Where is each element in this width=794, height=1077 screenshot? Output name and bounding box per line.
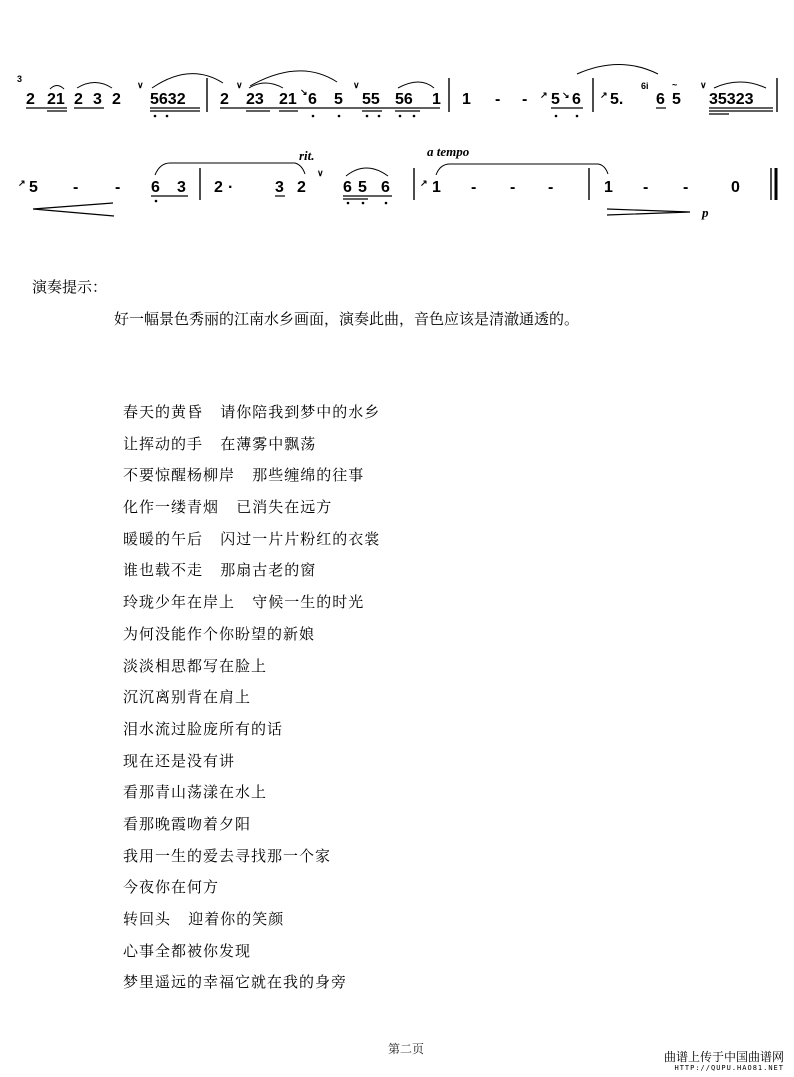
breath-mark: ∨ — [353, 80, 360, 90]
note: 5 — [334, 91, 343, 108]
time-signature-mark: 3 — [17, 74, 23, 84]
note: 5 — [29, 179, 38, 196]
note: 21 — [47, 91, 65, 108]
performance-hint-label: 演奏提示： — [32, 278, 108, 296]
dash: - — [643, 179, 649, 196]
lyric-line: 化作一缕青烟 已消失在远方 — [123, 498, 333, 517]
dash: - — [683, 179, 689, 196]
breath-mark: ∨ — [137, 80, 144, 90]
note: 6 — [343, 179, 352, 196]
lyric-line: 暖暖的午后 闪过一片片粉红的衣裳 — [123, 529, 381, 548]
breath-mark: ∨ — [700, 80, 707, 90]
lyric-line: 心事全都被你发现 — [123, 941, 252, 960]
slide-down-icon: ↘ — [300, 87, 308, 97]
trill-icon: ~ — [672, 80, 678, 90]
lyric-line: 我用一生的爱去寻找那一个家 — [123, 846, 332, 865]
note: 35323 — [709, 91, 754, 108]
note: 3 — [177, 179, 186, 196]
page-number: 第二页 — [388, 1042, 425, 1056]
score-row-1 — [17, 65, 777, 118]
lyric-line: 沉沉离别背在肩上 — [123, 688, 252, 707]
note: 6 — [381, 179, 390, 196]
dynamic-piano: p — [702, 205, 709, 220]
dot: · — [228, 179, 234, 196]
rit-marking: rit. — [299, 148, 315, 163]
note: 23 — [246, 91, 264, 108]
a-tempo-marking: a tempo — [427, 144, 470, 159]
dash: - — [510, 179, 516, 196]
note: 6 — [656, 91, 665, 108]
lyric-line: 谁也载不走 那扇古老的窗 — [123, 561, 317, 580]
dash: - — [73, 179, 79, 196]
grace-note: 6i — [641, 81, 649, 91]
lyric-line: 淡淡相思都写在脸上 — [123, 656, 268, 675]
dash: - — [471, 179, 477, 196]
note: 2 — [220, 91, 229, 108]
slide-up-icon: ↗ — [600, 90, 608, 100]
watermark-url: HTTP://QUPU.HAO81.NET — [674, 1064, 784, 1072]
lyric-line: 不要惊醒杨柳岸 那些缠绵的往事 — [123, 466, 365, 485]
lyric-line: 转回头 迎着你的笑颜 — [123, 910, 285, 928]
lyric-line: 让挥动的手 在薄雾中飘荡 — [123, 434, 317, 453]
breath-mark: ∨ — [236, 80, 243, 90]
lyric-line: 春天的黄昏 请你陪我到梦中的水乡 — [123, 403, 381, 421]
note: 5 — [672, 91, 681, 108]
note: 3 — [93, 91, 102, 108]
lyric-line: 看那晚霞吻着夕阳 — [123, 814, 252, 833]
lyric-line: 玲珑少年在岸上 守候一生的时光 — [123, 593, 365, 612]
note: 2 — [297, 179, 306, 196]
note: 21 — [279, 91, 297, 108]
performance-hint-text: 好一幅景色秀丽的江南水乡画面，演奏此曲，音色应该是清澈通透的。 — [114, 310, 580, 328]
note: 2 — [74, 91, 83, 108]
music-score — [0, 0, 794, 240]
note: 3 — [275, 179, 284, 196]
lyric-line: 看那青山荡漾在水上 — [123, 783, 268, 802]
dash: - — [548, 179, 554, 196]
note: 2 — [26, 91, 35, 108]
note: 5 — [358, 179, 367, 196]
dash: - — [495, 91, 501, 108]
note: 5 — [551, 91, 560, 108]
note: 6 — [151, 179, 160, 196]
note: 56 — [395, 91, 413, 108]
note: 1 — [604, 179, 613, 196]
note: 6 — [308, 91, 317, 108]
dash: - — [522, 91, 528, 108]
note: 2 — [214, 179, 223, 196]
lyrics-list — [123, 397, 380, 999]
watermark-title: 曲谱上传于中国曲谱网 — [663, 1050, 784, 1064]
note: 1 — [462, 91, 471, 108]
note: 2 — [112, 91, 121, 108]
slide-up-icon: ↗ — [540, 90, 548, 100]
lyric-line: 为何没能作个你盼望的新娘 — [123, 624, 316, 643]
lyric-line: 梦里遥远的幸福它就在我的身旁 — [123, 973, 348, 992]
slide-up-icon: ↗ — [18, 178, 26, 188]
lyric-line: 现在还是没有讲 — [123, 751, 236, 770]
dash: - — [115, 179, 121, 196]
slide-up-icon: ↗ — [420, 178, 428, 188]
note: 1 — [432, 91, 441, 108]
score-row-2 — [18, 144, 776, 220]
note: 55 — [362, 91, 380, 108]
lyric-line: 今夜你在何方 — [123, 878, 220, 897]
watermark — [664, 1051, 784, 1073]
note: 1 — [432, 179, 441, 196]
note: 6 — [572, 91, 581, 108]
note: 5. — [610, 91, 624, 108]
slide-down-icon: ↘ — [562, 90, 570, 100]
note: 5632 — [150, 91, 186, 108]
rest: 0 — [731, 179, 740, 196]
breath-mark: ∨ — [317, 168, 324, 178]
jianpu-notation — [0, 0, 794, 240]
lyric-line: 泪水流过脸庞所有的话 — [123, 719, 284, 738]
